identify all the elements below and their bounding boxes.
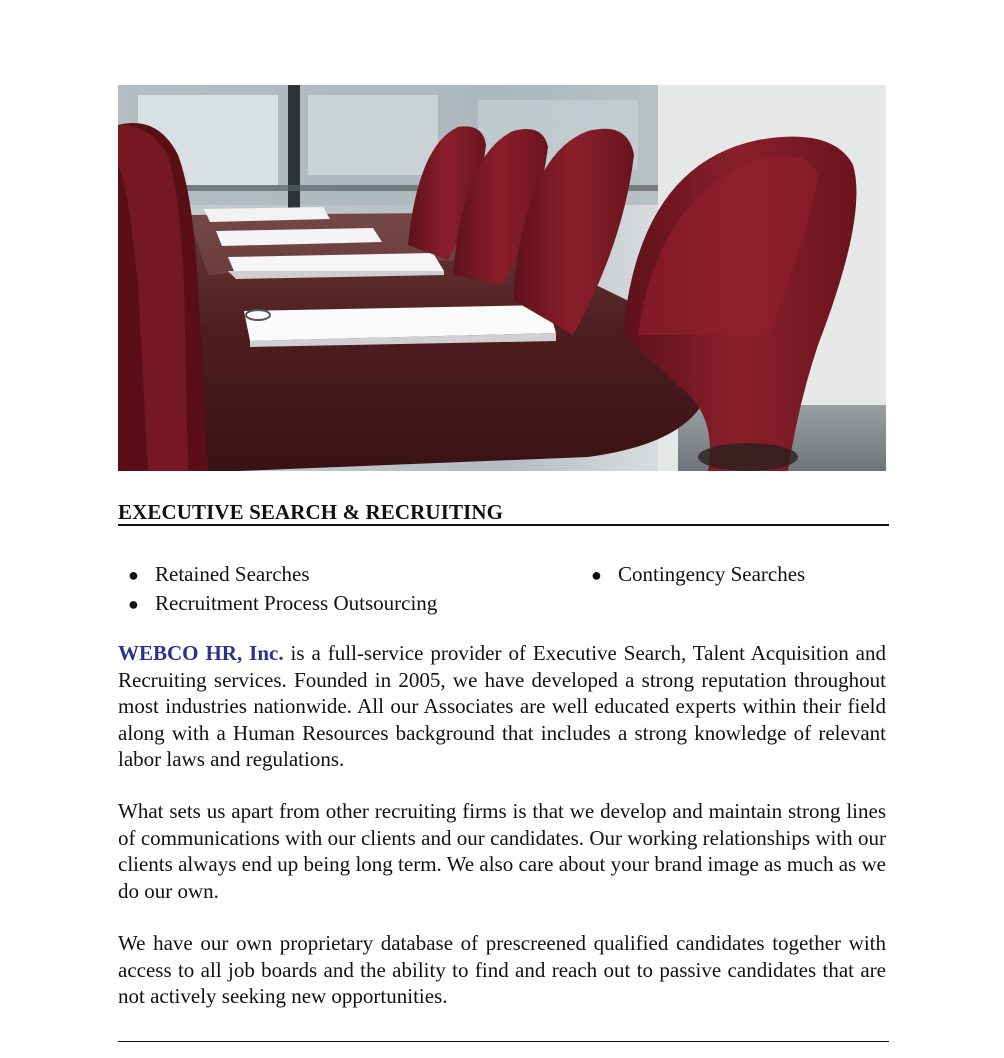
list-item	[591, 560, 805, 589]
company-name: WEBCO HR, Inc.	[118, 641, 284, 665]
conference-room-photo-icon	[118, 85, 886, 471]
bullet-icon: ●	[591, 565, 602, 585]
service-label: Recruitment Process Outsourcing	[155, 591, 438, 615]
list-item	[128, 589, 437, 618]
service-label: Contingency Searches	[618, 562, 806, 586]
footer-divider	[118, 1041, 889, 1042]
intro-text: is a full-service provider of Executive Search, Talent Acquisition and Recruiting services. Founded in 2005, we have developed a strong reputation throughout most industries nationwide. All our Associates are well educated experts within their field along with a Human Resources background that includes a strong knowledge of relevant labor laws and regulations.	[118, 641, 886, 771]
database-paragraph: We have our own proprietary database of prescreened qualified candidates together with access to all job boards and the ability to find and reach out to passive candidates that are not actively seeking new opportunities.	[118, 931, 886, 1008]
intro-paragraph	[118, 640, 886, 773]
hero-image	[118, 85, 886, 471]
services-list-left	[128, 560, 437, 618]
list-item	[128, 560, 437, 589]
section-heading: EXECUTIVE SEARCH & RECRUITING	[118, 500, 504, 524]
service-label: Retained Searches	[155, 562, 310, 586]
bullet-icon: ●	[128, 594, 139, 614]
bullet-icon: ●	[128, 565, 139, 585]
services-list-right	[591, 560, 805, 589]
differentiator-paragraph: What sets us apart from other recruiting firms is that we develop and maintain strong lines of communications with our clients and our candidates. Our working relationships with our clients always end up being long term. We also care about your brand image as much as we do our own.	[118, 799, 886, 903]
heading-divider	[118, 524, 889, 526]
